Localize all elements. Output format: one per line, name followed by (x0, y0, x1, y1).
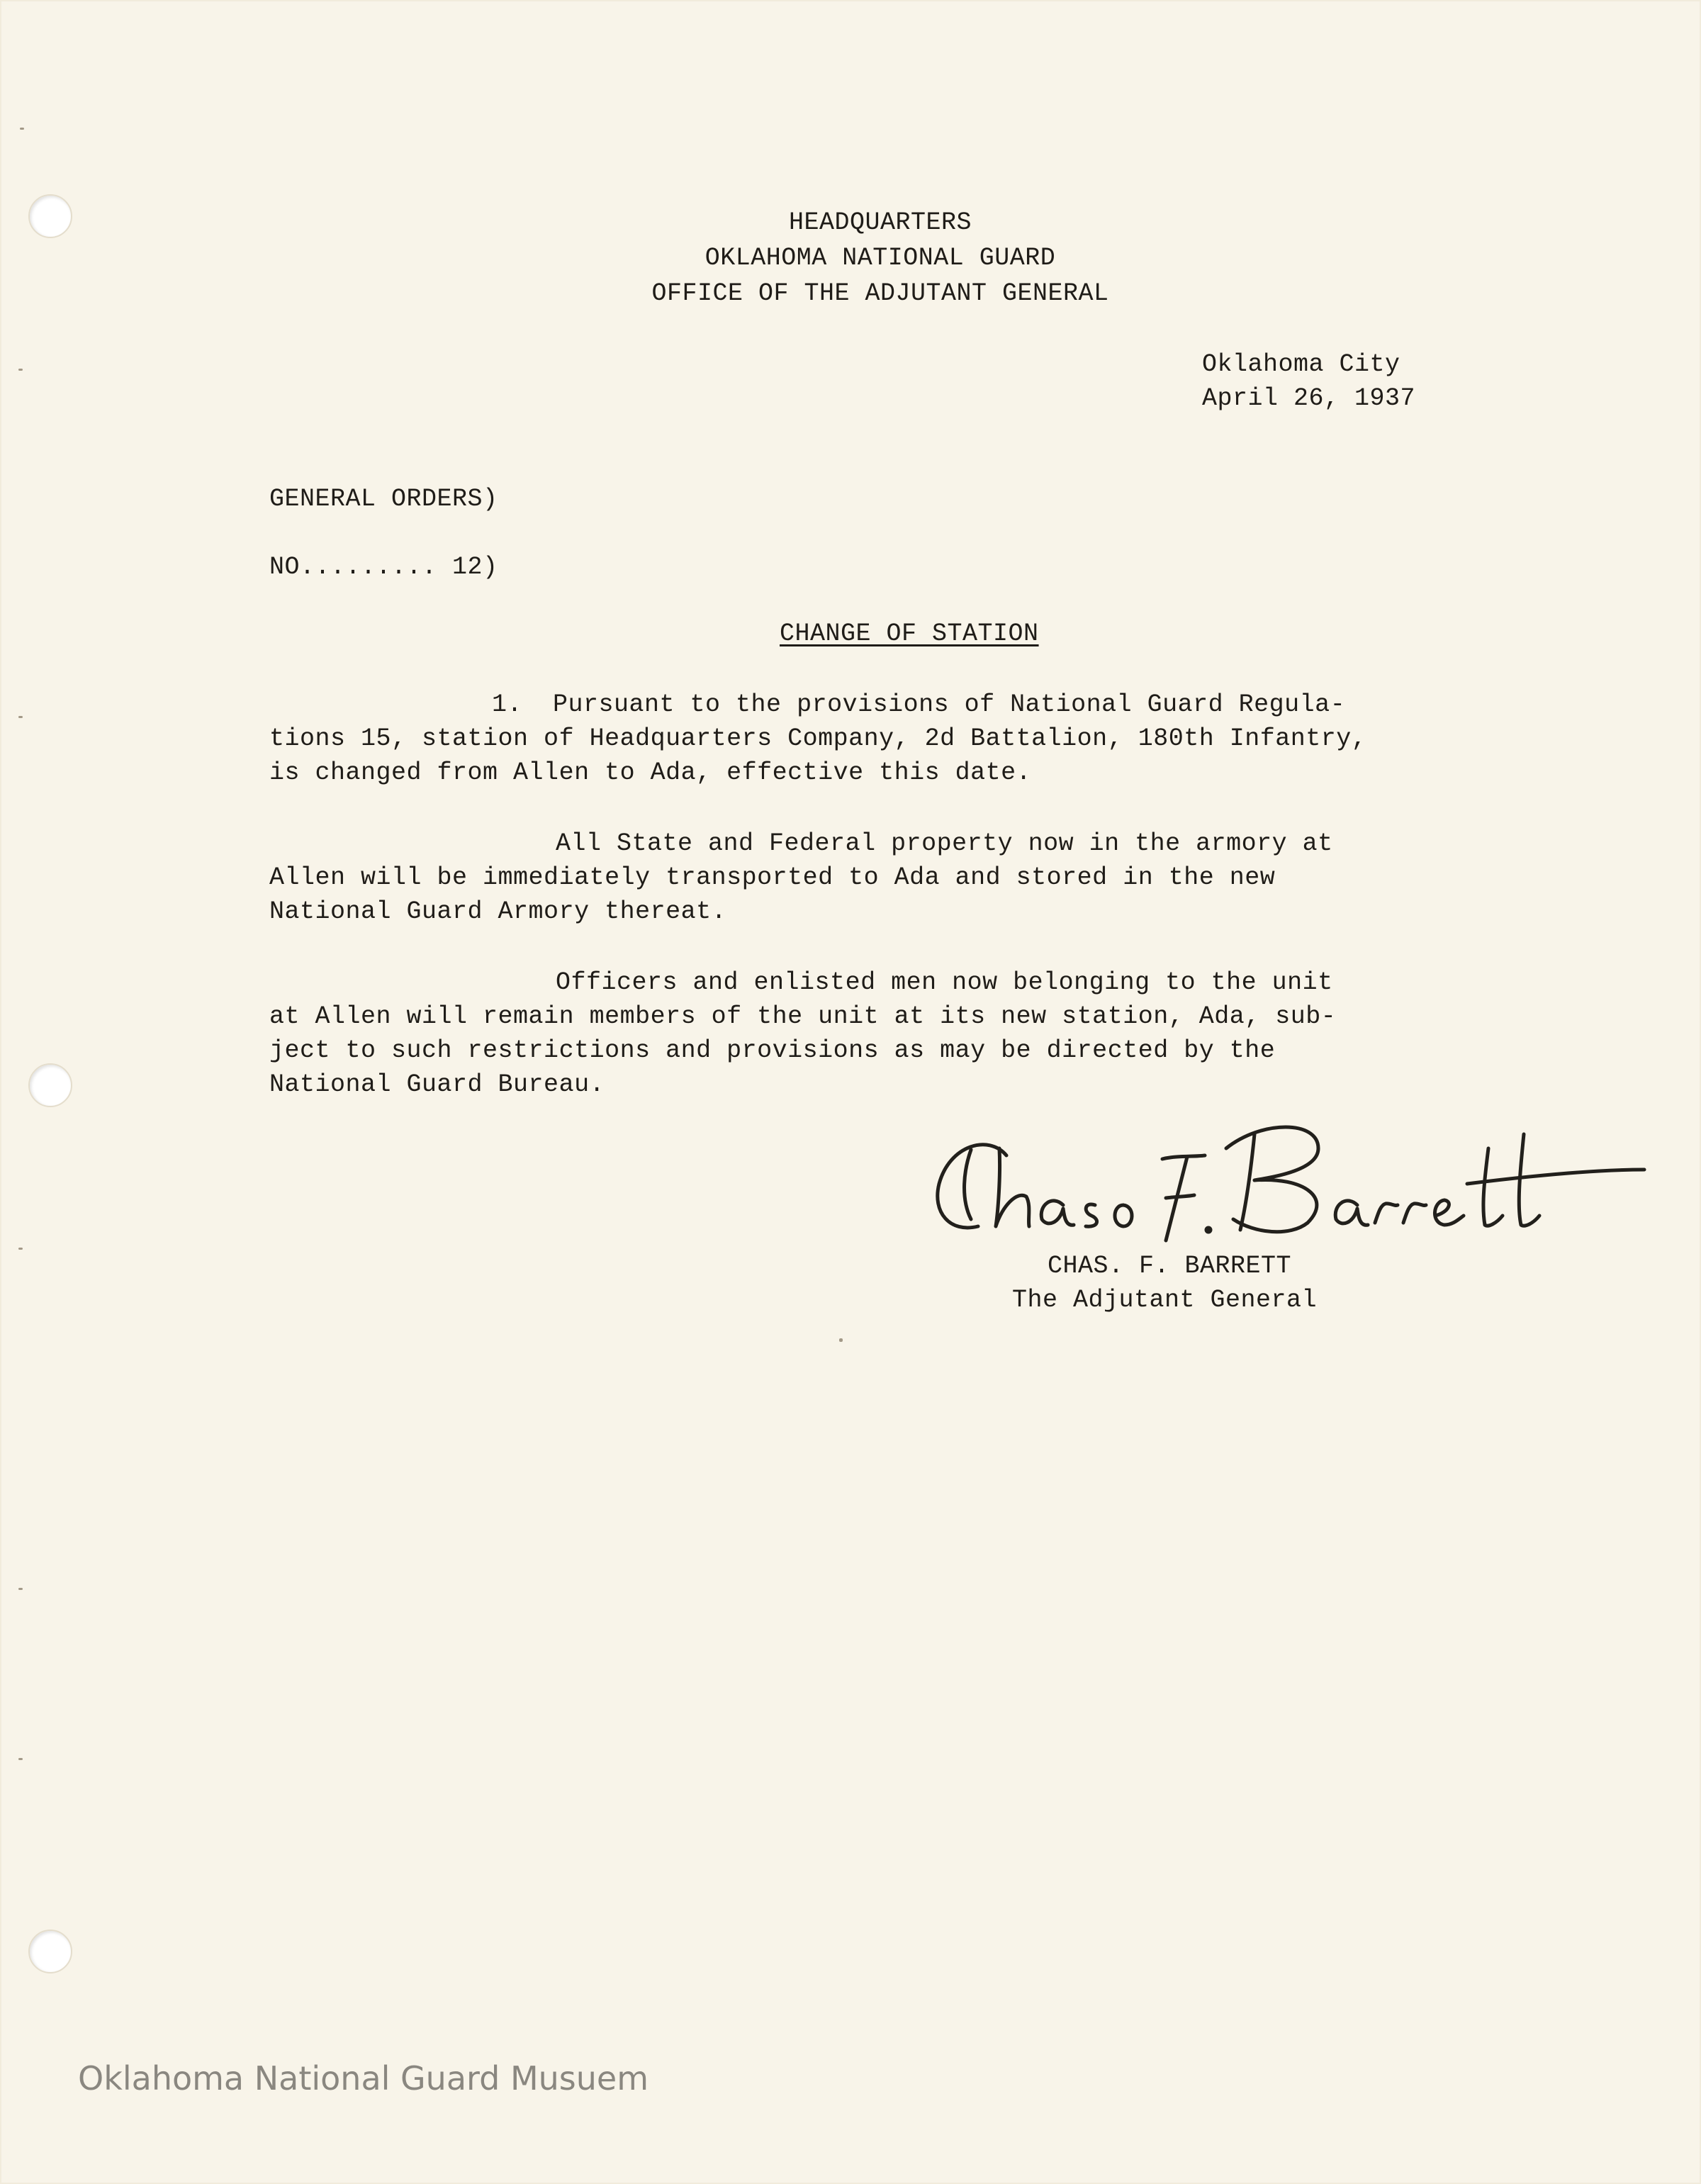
margin-mark (18, 1248, 23, 1250)
header-line-1: HEADQUARTERS (788, 208, 972, 237)
handwritten-signature (921, 1106, 1651, 1255)
general-orders-label: GENERAL ORDERS) (269, 485, 498, 513)
paragraph-1-line-3: is changed from Allen to Ada, effective this date. (269, 758, 1032, 787)
paragraph-1-line-1: 1. Pursuant to the provisions of National Guard Regula- (492, 690, 1346, 719)
punch-hole-bottom (28, 1930, 72, 1973)
paragraph-3-line-1: Officers and enlisted men now belonging to the unit (556, 968, 1333, 997)
margin-mark (18, 1588, 23, 1590)
city-line: Oklahoma City (1202, 350, 1400, 379)
subject-heading: CHANGE OF STATION (780, 620, 1039, 648)
punch-hole-middle (28, 1063, 72, 1107)
paragraph-3-line-3: ject to such restrictions and provisions as may be directed by the (269, 1036, 1276, 1065)
general-orders-number: NO......... 12) (269, 553, 498, 581)
museum-watermark: Oklahoma National Guard Musuem (78, 2059, 649, 2098)
margin-mark (18, 369, 23, 371)
paragraph-2-line-2: Allen will be immediately transported to Ada and stored in the new (269, 863, 1276, 892)
punch-hole-top (28, 194, 72, 238)
paragraph-2-line-1: All State and Federal property now in the armory at (556, 829, 1333, 858)
paragraph-3-line-4: National Guard Bureau. (269, 1070, 605, 1099)
paragraph-1-line-2: tions 15, station of Headquarters Company, 2d Battalion, 180th Infantry, (269, 724, 1367, 753)
date-line: April 26, 1937 (1202, 384, 1416, 413)
margin-mark (18, 1758, 23, 1760)
paragraph-3-line-2: at Allen will remain members of the unit at its new station, Ada, sub- (269, 1002, 1337, 1031)
margin-mark (20, 128, 24, 130)
header-line-2: OKLAHOMA NATIONAL GUARD (704, 244, 1056, 272)
margin-mark (18, 716, 23, 718)
signatory-name: CHAS. F. BARRETT (1048, 1252, 1292, 1280)
paragraph-2-line-3: National Guard Armory thereat. (269, 897, 727, 926)
header-line-3: OFFICE OF THE ADJUTANT GENERAL (651, 279, 1109, 308)
margin-mark (839, 1338, 843, 1342)
signatory-title: The Adjutant General (1012, 1286, 1318, 1314)
